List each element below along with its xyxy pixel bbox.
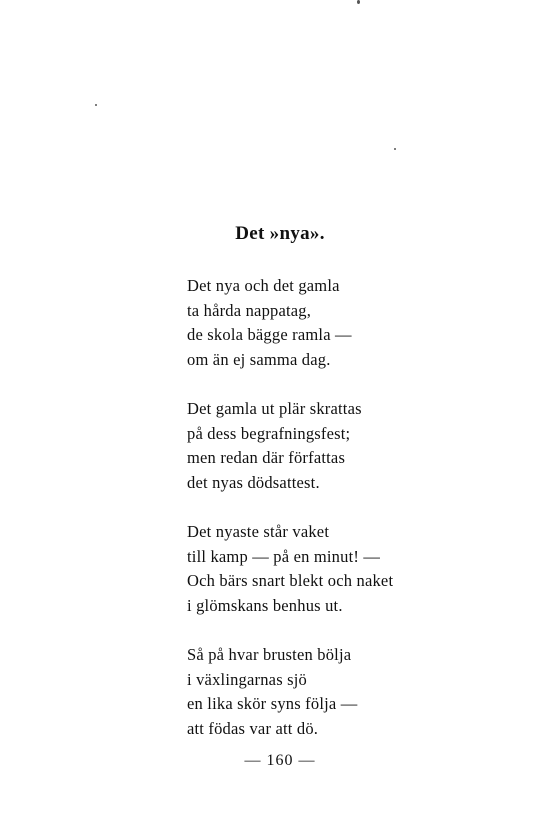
poem-line: de skola bägge ramla — xyxy=(187,325,352,344)
poem-line: Och bärs snart blekt och naket xyxy=(187,571,394,590)
stanza xyxy=(187,397,487,495)
poem-line: ta hårda nappatag, xyxy=(187,300,312,320)
stanza xyxy=(187,520,487,618)
poem-line: att födas var att dö. xyxy=(187,718,319,738)
poem-line: till kamp — på en minut! — xyxy=(187,546,381,566)
poem-line: Så på hvar brusten bölja xyxy=(187,645,352,664)
poem-line: i glömskans benhus ut. xyxy=(187,595,343,615)
scan-speck xyxy=(357,0,360,4)
poem-line: Det nya och det gamla xyxy=(187,276,340,295)
scan-speck xyxy=(95,104,97,106)
stanza xyxy=(187,274,487,372)
page-number: — 160 — xyxy=(244,752,316,769)
poem-line: om än ej samma dag. xyxy=(187,349,331,369)
poem-title: Det »nya». xyxy=(235,223,325,244)
poem-line: i växlingarnas sjö xyxy=(187,669,307,689)
poem-line: på dess begrafningsfest; xyxy=(187,423,351,443)
poem-line: det nyas dödsattest. xyxy=(187,472,320,492)
poem-line: en lika skör syns följa — xyxy=(187,694,358,713)
stanza xyxy=(187,643,487,741)
poem-body xyxy=(187,274,487,766)
poem-line: men redan där författas xyxy=(187,448,346,467)
poem-line: Det nyaste står vaket xyxy=(187,522,330,541)
poem-line: Det gamla ut plär skrattas xyxy=(187,399,362,418)
scan-speck xyxy=(394,148,396,150)
